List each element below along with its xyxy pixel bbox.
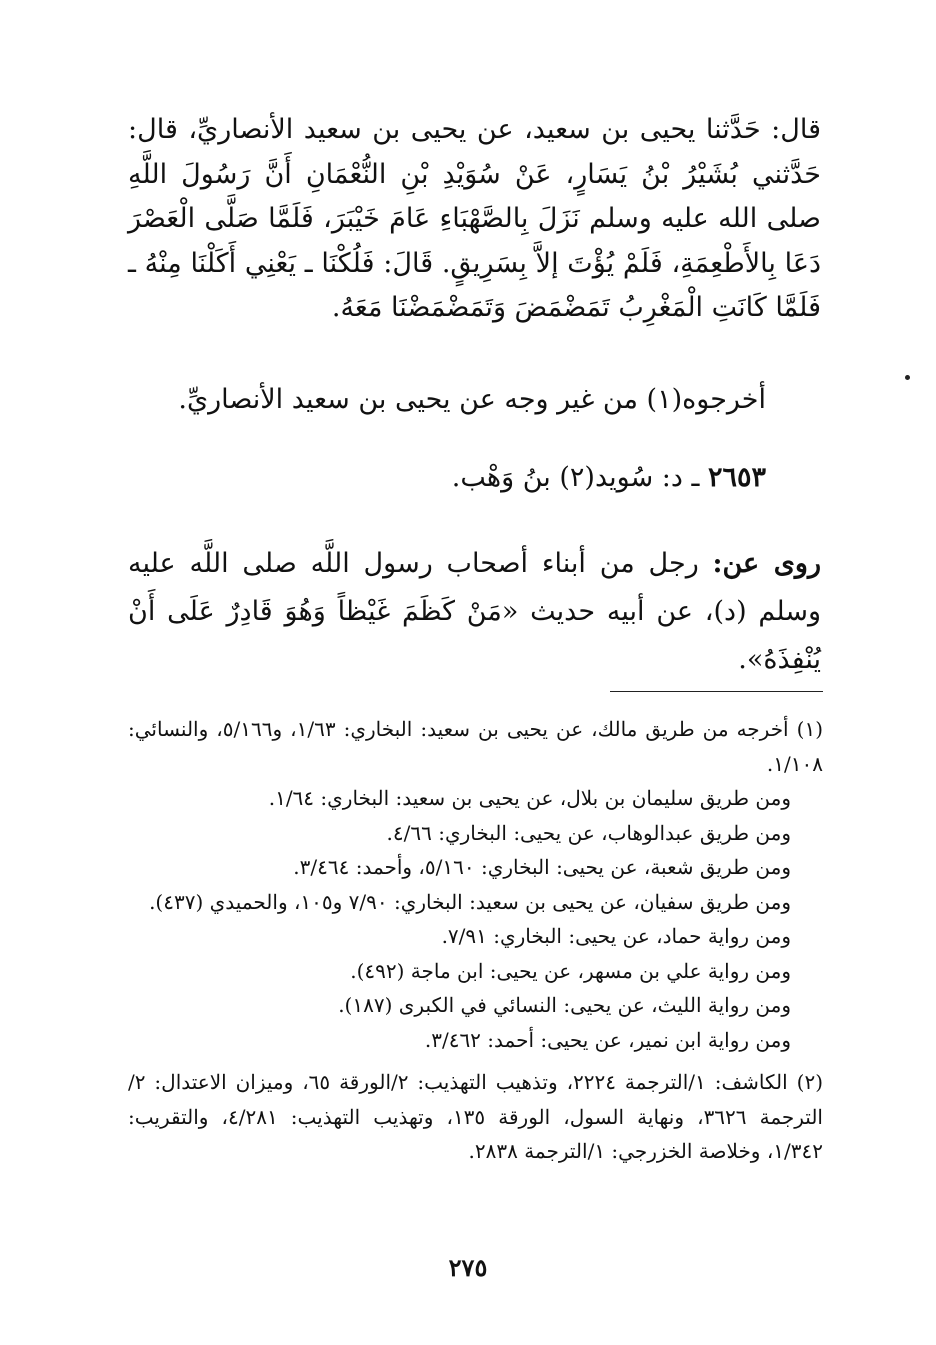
- footnote-1-line: ومن طريق شعبة، عن يحيى: البخاري: ٥/١٦٠، وأحمد: ٣/٤٦٤.: [293, 855, 791, 879]
- footnote-1-line: ومن رواية الليث، عن يحيى: النسائي في الكبرى (١٨٧).: [338, 993, 791, 1017]
- footnote-1-line: ومن طريق سفيان، عن يحيى بن سعيد: البخاري: ٧/٩٠ و١٠٥، والحميدي (٤٣٧).: [149, 889, 791, 914]
- footnote-1-line: ومن رواية علي بن مسهر، عن يحيى: ابن ماجة (٤٩٢).: [350, 958, 791, 983]
- entry-number: ٢٦٥٣: [707, 462, 766, 493]
- page-number: ٢٧٥: [448, 1253, 488, 1282]
- footnote-1-line: ومن طريق سليمان بن بلال، عن يحيى بن سعيد: البخاري: ١/٦٤.: [268, 786, 791, 810]
- footnote-1-line: ومن رواية ابن نمير، عن يحيى: أحمد: ٣/٤٦٢.: [424, 1027, 791, 1052]
- source-attribution: أخرجوه(١) من غير وجه عن يحيى بن سعيد الأنصاريِّ.: [178, 384, 766, 415]
- narration-paragraph: [128, 540, 821, 684]
- hadith-text: قال: حَدَّثنا يحيى بن سعيد، عن يحيى بن سعيد الأنصاريِّ، قال: حَدَّثني بُشَيْرُ بْنُ يَسَارٍ، عَنْ سُوَيْدِ بْنِ النُّعْمَانِ أَنَّ رَسُولَ اللَّهِ صلى الله عليه وسلم نَزَلَ بِالصَّهْبَاءِ عَامَ خَيْبَرَ، فَلَمَّا صَلَّى الْعَصْرَ دَعَا بِالأَطْعِمَةِ، فَلَمْ يُؤْتَ إلاَّ بِسَرِيقٍ. قَالَ: فَلُكْنَا ـ يَعْنِي أَكَلْنَا مِنْهُ ـ فَلَمَّا كَانَتِ الْمَغْرِبُ تَمَضْمَضَ وَتَمَضْمَضْنَا مَعَهُ.: [128, 114, 821, 323]
- narration-label: روى عن:: [712, 548, 821, 579]
- narrator-entry-heading: [170, 456, 766, 500]
- margin-dot: [905, 375, 910, 380]
- narration-text: رجل من أبناء أصحاب رسول اللَّه صلى اللَّه عليه وسلم (د)، عن أبيه حديث «مَنْ كَظَمَ غَيْظاً وَهُوَ قَادِرٌ عَلَى أَنْ يُنْفِذَهُ».: [128, 548, 821, 675]
- footnote-separator: [610, 691, 823, 692]
- footnote-1-line: ومن رواية حماد، عن يحيى: البخاري: ٧/٩١.: [441, 924, 791, 948]
- footnote-2: (٢) الكاشف: ١/الترجمة ٢٢٢٤، وتذهيب التهذيب: ٢/الورقة ٦٥، وميزان الاعتدال: ٢/الترجمة ٣٦٢٦، ونهاية السول، الورقة ١٣٥، وتهذيب التهذيب: ٤/٢٨١، والتقريب: ١/٣٤٢، وخلاصة الخزرجي: ١/الترجمة ٢٨٣٨.: [128, 1070, 823, 1163]
- footnote-1: (١) أخرجه من طريق مالك، عن يحيى بن سعيد: البخاري: ١/٦٣، و٥/١٦٦، والنسائي: ١/١٠٨.: [128, 717, 823, 776]
- footnotes: [128, 712, 823, 1169]
- footnote-1-line: ومن طريق عبدالوهاب، عن يحيى: البخاري: ٤/٦٦.: [386, 820, 791, 845]
- entry-title: ـ د: سُويد(٢) بنُ وَهْب.: [451, 462, 708, 493]
